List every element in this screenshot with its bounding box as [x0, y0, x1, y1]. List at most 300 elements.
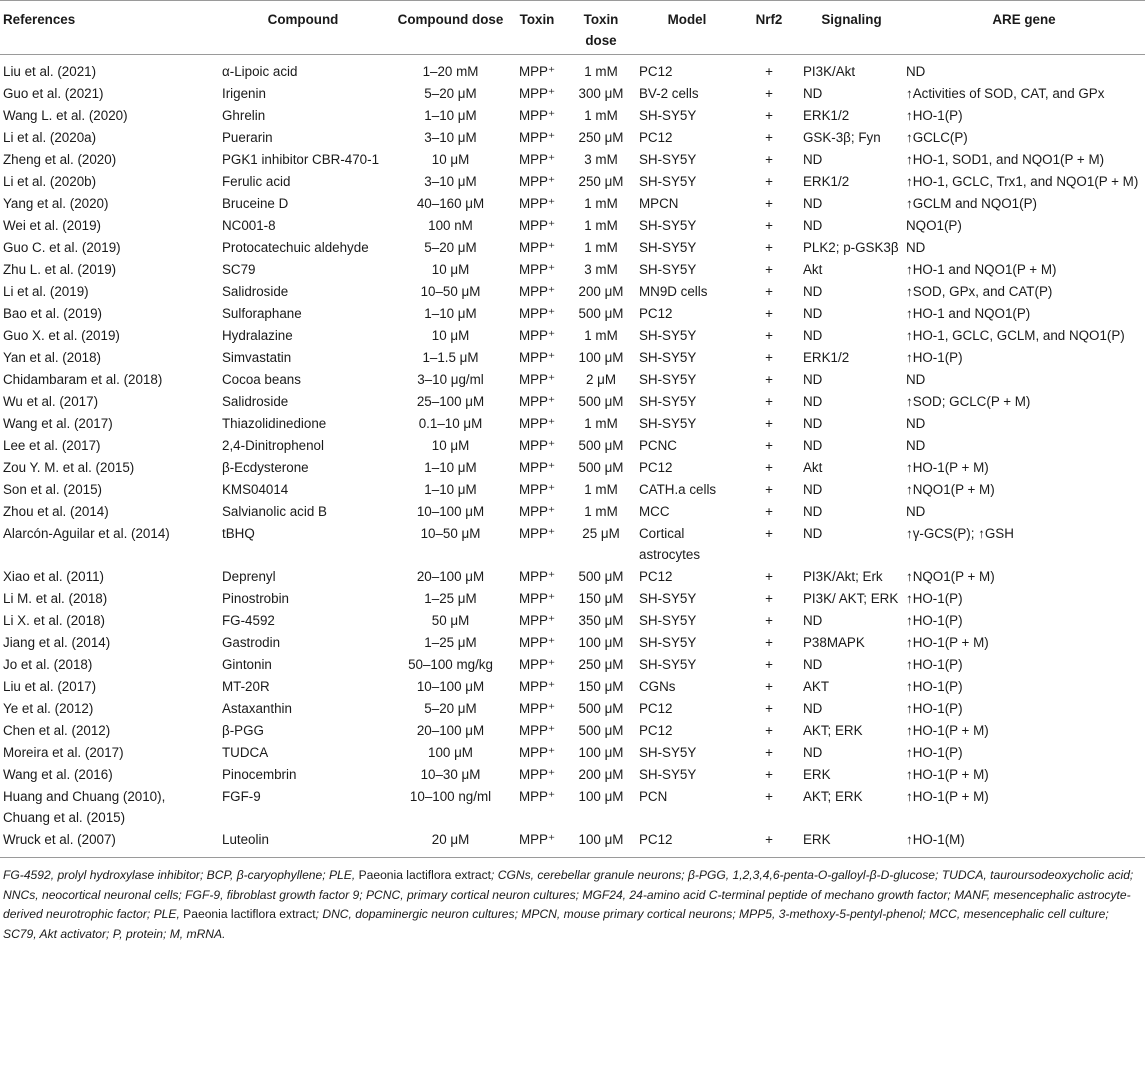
toxin-cell: MPP⁺	[518, 350, 556, 365]
are-gene-cell: ↑Activities of SOD, CAT, and GPx	[906, 86, 1105, 101]
nrf2-cell: +	[765, 504, 773, 519]
signaling-cell: PLK2; p-GSK3β	[803, 240, 899, 255]
nrf2-cell: +	[765, 394, 773, 409]
compound-dose-cell: 10 μM	[431, 262, 470, 277]
compound-cell: Luteolin	[213, 828, 393, 858]
model-cell: SH-SY5Y	[639, 745, 697, 760]
signaling-cell: ND	[803, 306, 823, 321]
toxin-cell: MPP⁺	[518, 416, 556, 431]
reference-cell: Wang et al. (2017)	[3, 416, 113, 431]
compound-dose-cell: 10–50 μM	[420, 284, 481, 299]
reference-cell: Li et al. (2019)	[3, 284, 89, 299]
are-gene-cell: ↑γ-GCS(P); ↑GSH	[906, 526, 1014, 541]
compound-cell: FGF-9	[222, 789, 261, 804]
model-cell: PC12	[639, 569, 673, 584]
footnote-species: Paeonia lactiflora extract	[358, 868, 491, 882]
compound-dose-cell: 10–100 μM	[416, 679, 485, 694]
signaling-cell: ND	[803, 613, 823, 628]
nrf2-cell: +	[765, 460, 773, 475]
compound-dose-cell: 10–30 μM	[420, 767, 481, 782]
table-row	[0, 500, 1145, 522]
are-gene-cell: ↑HO-1 and NQO1(P + M)	[906, 262, 1057, 277]
toxin-cell: MPP⁺	[518, 86, 556, 101]
signaling-cell: PI3K/Akt	[803, 64, 856, 79]
nrf2-cell: +	[765, 306, 773, 321]
toxin-dose-cell: 3 mM	[584, 152, 618, 167]
nrf2-cell: +	[765, 152, 773, 167]
compound-cell: β-Ecdysterone	[222, 460, 309, 475]
compound-dose-cell: 5–20 μM	[424, 86, 477, 101]
model-cell: SH-SY5Y	[639, 174, 697, 189]
compound-dose-cell: 40–160 μM	[416, 196, 485, 211]
model-cell: MPCN	[639, 196, 679, 211]
signaling-cell: ND	[803, 701, 823, 716]
reference-cell: Son et al. (2015)	[3, 482, 103, 497]
compound-cell: Pinocembrin	[222, 767, 297, 782]
header-cell: References	[0, 1, 213, 55]
model-cell: Cortical astrocytes	[639, 526, 701, 562]
reference-cell: Xiao et al. (2011)	[3, 569, 104, 584]
model-cell: CGNs	[639, 679, 676, 694]
compound-dose-cell: 20–100 μM	[416, 569, 485, 584]
compound-dose-cell: 1–10 μM	[424, 108, 477, 123]
compound-cell: NC001-8	[222, 218, 276, 233]
toxin-cell: MPP⁺	[518, 262, 556, 277]
compound-cell: FG-4592	[222, 613, 275, 628]
are-gene-cell: ND	[906, 438, 926, 453]
are-gene-cell: NQO1(P)	[906, 218, 962, 233]
compound-cell: Thiazolidinedione	[222, 416, 327, 431]
toxin-dose-cell: 2 μM	[585, 372, 617, 387]
toxin-dose-cell: 1 mM	[584, 218, 618, 233]
toxin-dose-cell: 500 μM	[578, 701, 624, 716]
are-gene-cell: ↑HO-1(M)	[903, 828, 1145, 858]
table-footnote	[0, 858, 1145, 944]
toxin-cell: MPP⁺	[518, 372, 556, 387]
toxin-dose-cell: 1 mM	[584, 416, 618, 431]
compound-cell: Ghrelin	[222, 108, 266, 123]
compound-dose-cell: 1–10 μM	[424, 482, 477, 497]
table-row	[0, 324, 1145, 346]
model-cell: BV-2 cells	[639, 86, 699, 101]
toxin-dose-cell: 500 μM	[578, 723, 624, 738]
header-cell: Model	[636, 1, 738, 55]
toxin-cell: MPP⁺	[518, 569, 556, 584]
are-gene-cell: ↑HO-1(P + M)	[906, 767, 989, 782]
signaling-cell: ERK	[800, 828, 903, 858]
compound-cell: α-Lipoic acid	[222, 64, 298, 79]
toxin-dose-cell: 500 μM	[578, 394, 624, 409]
nrf2-cell: +	[765, 679, 773, 694]
reference-cell: Huang and Chuang (2010), Chuang et al. (2015)	[3, 789, 166, 825]
are-gene-cell: ND	[906, 372, 926, 387]
model-cell: SH-SY5Y	[639, 394, 697, 409]
toxin-dose-cell: 1 mM	[584, 482, 618, 497]
signaling-cell: ND	[803, 284, 823, 299]
signaling-cell: ND	[803, 657, 823, 672]
reference-cell: Wang et al. (2016)	[3, 767, 113, 782]
toxin-dose-cell: 100 μM	[578, 635, 624, 650]
table-row	[0, 653, 1145, 675]
compound-dose-cell: 1–25 μM	[424, 635, 477, 650]
model-cell: SH-SY5Y	[639, 108, 697, 123]
compound-dose-cell: 3–10 μg/ml	[417, 372, 484, 387]
compound-dose-cell: 50–100 mg/kg	[408, 657, 493, 672]
table-row	[0, 258, 1145, 280]
nrf2-cell: +	[765, 86, 773, 101]
compound-cell: Salvianolic acid B	[222, 504, 327, 519]
compound-dose-cell: 5–20 μM	[424, 240, 477, 255]
table-row	[0, 82, 1145, 104]
reference-cell: Zhou et al. (2014)	[3, 504, 109, 519]
nrf2-cell: +	[765, 174, 773, 189]
are-gene-cell: ↑HO-1, SOD1, and NQO1(P + M)	[906, 152, 1105, 167]
compound-dose-cell: 50 μM	[431, 613, 470, 628]
nrf2-cell: +	[765, 438, 773, 453]
compound-dose-cell: 20–100 μM	[416, 723, 485, 738]
toxin-dose-cell: 500 μM	[578, 569, 624, 584]
toxin-cell: MPP⁺	[518, 789, 556, 804]
compound-dose-cell: 3–10 μM	[424, 130, 477, 145]
nrf2-cell: +	[765, 130, 773, 145]
table-row	[0, 828, 1145, 858]
nrf2-cell: +	[765, 416, 773, 431]
toxin-dose-cell: 500 μM	[578, 306, 624, 321]
compound-dose-cell: 100 μM	[428, 745, 473, 760]
table-row	[0, 434, 1145, 456]
reference-cell: Guo X. et al. (2019)	[3, 328, 120, 343]
table-row	[0, 214, 1145, 236]
toxin-dose-cell: 500 μM	[578, 438, 624, 453]
reference-cell: Liu et al. (2017)	[3, 679, 97, 694]
nrf2-cell: +	[765, 196, 773, 211]
toxin-dose-cell: 100 μM	[566, 828, 636, 858]
model-cell: SH-SY5Y	[639, 635, 697, 650]
nrf2-cell: +	[765, 591, 773, 606]
compound-cell: PGK1 inhibitor CBR-470-1	[222, 152, 380, 167]
table-row	[0, 412, 1145, 434]
toxin-cell: MPP⁺	[518, 284, 556, 299]
toxin-dose-cell: 250 μM	[578, 174, 624, 189]
reference-cell: Lee et al. (2017)	[3, 438, 101, 453]
reference-cell: Li et al. (2020a)	[3, 130, 97, 145]
model-cell: SH-SY5Y	[639, 152, 697, 167]
are-gene-cell: ↑HO-1(P + M)	[906, 789, 989, 804]
compound-dose-cell: 5–20 μM	[424, 701, 477, 716]
compound-dose-cell: 1–25 μM	[424, 591, 477, 606]
compound-dose-cell: 10 μM	[431, 328, 470, 343]
reference-cell: Jiang et al. (2014)	[3, 635, 111, 650]
table-row	[0, 719, 1145, 741]
signaling-cell: ND	[803, 218, 823, 233]
toxin-cell: MPP⁺	[518, 174, 556, 189]
are-gene-cell: ↑SOD; GCLC(P + M)	[906, 394, 1031, 409]
are-gene-cell: ↑HO-1(P)	[906, 591, 963, 606]
table-row	[0, 302, 1145, 324]
footnote-part: ; CGNs, cerebellar granule neurons; β-PGG, 1,2,3,4,6-penta-O-galloyl-β-D-glucose; TUDCA, tauroursodeoxycholic acid; NNCs, neocortical neuronal cells; FGF-9, fibroblast growth factor 9; PCNC, primary cortical neuron cultures; MGF24, 24-amino acid C-terminal peptide of mechano growth factor; MANF, mesencephalic astrocyte-derived neurotrophic factor; PLE,	[3, 868, 1134, 921]
nrf2-cell: +	[765, 767, 773, 782]
compound-cell: MT-20R	[222, 679, 270, 694]
compound-cell: TUDCA	[222, 745, 269, 760]
signaling-cell: ND	[803, 438, 823, 453]
signaling-cell: ND	[803, 394, 823, 409]
compound-cell: 2,4-Dinitrophenol	[222, 438, 324, 453]
toxin-cell: MPP⁺	[518, 635, 556, 650]
toxin-cell: MPP⁺	[518, 482, 556, 497]
compound-dose-cell: 10–50 μM	[420, 526, 481, 541]
table-row	[0, 280, 1145, 302]
reference-cell: Bao et al. (2019)	[3, 306, 103, 321]
reference-cell: Jo et al. (2018)	[3, 657, 93, 672]
are-gene-cell: ↑HO-1(P + M)	[906, 635, 989, 650]
toxin-cell: MPP⁺	[518, 438, 556, 453]
compound-dose-cell: 20 μM	[393, 828, 508, 858]
reference-cell: Zhu L. et al. (2019)	[3, 262, 117, 277]
toxin-cell: MPP⁺	[518, 130, 556, 145]
footnote-part: ; DNC, dopaminergic neuron cultures; MPCN, mouse primary cortical neurons; MPP5, 3-methoxy-5-pentyl-phenol; MCC, mesencephalic cell culture; SC79, Akt activator; P, protein; M, mRNA.	[3, 907, 1109, 941]
compound-dose-cell: 3–10 μM	[424, 174, 477, 189]
model-cell: PCNC	[639, 438, 677, 453]
are-gene-cell: ND	[906, 416, 926, 431]
compound-dose-cell: 25–100 μM	[416, 394, 485, 409]
model-cell: CATH.a cells	[639, 482, 717, 497]
toxin-dose-cell: 350 μM	[578, 613, 624, 628]
model-cell: SH-SY5Y	[639, 240, 697, 255]
reference-cell: Zheng et al. (2020)	[3, 152, 117, 167]
compound-cell: Ferulic acid	[222, 174, 291, 189]
model-cell: SH-SY5Y	[639, 372, 697, 387]
toxin-dose-cell: 100 μM	[578, 745, 624, 760]
table-row	[0, 192, 1145, 214]
model-cell: PC12	[639, 723, 673, 738]
nrf2-cell: +	[765, 789, 773, 804]
signaling-cell: GSK-3β; Fyn	[803, 130, 881, 145]
table-row	[0, 697, 1145, 719]
toxin-cell: MPP⁺	[518, 218, 556, 233]
compound-cell: Gintonin	[222, 657, 272, 672]
nrf2-cell: +	[765, 372, 773, 387]
model-cell: SH-SY5Y	[639, 591, 697, 606]
table-row	[0, 346, 1145, 368]
reference-cell: Chidambaram et al. (2018)	[3, 372, 163, 387]
model-cell: PC12	[639, 460, 673, 475]
compound-cell: Astaxanthin	[222, 701, 292, 716]
model-cell: PC12	[639, 130, 673, 145]
footnote-species: Paeonia lactiflora extract	[183, 907, 316, 921]
signaling-cell: PI3K/ AKT; ERK	[803, 591, 899, 606]
nrf2-cell: +	[765, 284, 773, 299]
table-row	[0, 587, 1145, 609]
nrf2-cell: +	[765, 482, 773, 497]
toxin-dose-cell: 1 mM	[584, 504, 618, 519]
compound-dose-cell: 10 μM	[431, 438, 470, 453]
are-gene-cell: ↑SOD, GPx, and CAT(P)	[906, 284, 1053, 299]
toxin-dose-cell: 1 mM	[584, 196, 618, 211]
compound-dose-cell: 10–100 ng/ml	[409, 789, 492, 804]
compound-cell: Deprenyl	[222, 569, 276, 584]
compound-cell: β-PGG	[222, 723, 264, 738]
signaling-cell: ERK1/2	[803, 108, 850, 123]
toxin-cell: MPP⁺	[518, 745, 556, 760]
compound-cell: Simvastatin	[222, 350, 292, 365]
signaling-cell: ND	[803, 526, 823, 541]
toxin-cell: MPP⁺	[518, 701, 556, 716]
compound-dose-cell: 0.1–10 μM	[418, 416, 483, 431]
table-row	[0, 55, 1145, 83]
signaling-cell: ND	[803, 745, 823, 760]
model-cell: SH-SY5Y	[639, 767, 697, 782]
compound-cell: Hydralazine	[222, 328, 293, 343]
are-gene-cell: ↑GCLC(P)	[906, 130, 968, 145]
reference-cell: Li X. et al. (2018)	[3, 613, 105, 628]
reference-cell: Chen et al. (2012)	[3, 723, 111, 738]
toxin-cell: MPP⁺	[518, 460, 556, 475]
toxin-dose-cell: 150 μM	[578, 679, 624, 694]
are-gene-cell: ↑HO-1(P)	[906, 745, 963, 760]
are-gene-cell: ↑HO-1, GCLC, Trx1, and NQO1(P + M)	[906, 174, 1139, 189]
table-row	[0, 368, 1145, 390]
toxin-cell: MPP⁺	[518, 591, 556, 606]
compound-cell: Salidroside	[222, 284, 289, 299]
toxin-dose-cell: 100 μM	[578, 350, 624, 365]
compound-cell: Salidroside	[222, 394, 289, 409]
are-gene-cell: ND	[906, 504, 926, 519]
toxin-cell: MPP⁺	[518, 306, 556, 321]
compound-dose-cell: 1–20 mM	[422, 64, 479, 79]
reference-cell: Yang et al. (2020)	[3, 196, 109, 211]
signaling-cell: Akt	[803, 262, 823, 277]
signaling-cell: ERK1/2	[803, 350, 850, 365]
reference-cell: Wruck et al. (2007)	[0, 828, 213, 858]
toxin-dose-cell: 1 mM	[584, 240, 618, 255]
signaling-cell: ERK1/2	[803, 174, 850, 189]
toxin-cell: MPP⁺	[518, 240, 556, 255]
compound-dose-cell: 100 nM	[428, 218, 473, 233]
model-cell: SH-SY5Y	[639, 262, 697, 277]
compound-cell: Bruceine D	[222, 196, 289, 211]
reference-cell: Guo C. et al. (2019)	[3, 240, 121, 255]
nrf2-cell: +	[765, 613, 773, 628]
reference-cell: Alarcón-Aguilar et al. (2014)	[3, 526, 170, 541]
header-cell: Toxin	[508, 1, 566, 55]
are-gene-cell: ↑HO-1(P)	[906, 679, 963, 694]
signaling-cell: Akt	[803, 460, 823, 475]
nrf2-cell: +	[765, 64, 773, 79]
model-cell: SH-SY5Y	[639, 350, 697, 365]
model-cell: MCC	[639, 504, 670, 519]
compound-dose-cell: 10 μM	[431, 152, 470, 167]
header-cell: Nrf2	[738, 1, 800, 55]
header-cell: Signaling	[800, 1, 903, 55]
table-row	[0, 390, 1145, 412]
signaling-cell: ND	[803, 416, 823, 431]
compound-cell: SC79	[222, 262, 256, 277]
reference-cell: Guo et al. (2021)	[3, 86, 104, 101]
toxin-cell: MPP⁺	[518, 328, 556, 343]
are-gene-cell: ↑HO-1(P + M)	[906, 723, 989, 738]
are-gene-cell: ↑HO-1(P)	[906, 350, 963, 365]
header-cell: Toxin dose	[566, 1, 636, 55]
nrf2-cell: +	[765, 745, 773, 760]
model-cell: PC12	[639, 64, 673, 79]
model-cell: SH-SY5Y	[639, 218, 697, 233]
table-row	[0, 478, 1145, 500]
header-row	[0, 1, 1145, 55]
are-gene-cell: ↑HO-1 and NQO1(P)	[906, 306, 1031, 321]
signaling-cell: ND	[803, 482, 823, 497]
signaling-cell: ERK	[803, 767, 831, 782]
table-row	[0, 126, 1145, 148]
table-row	[0, 565, 1145, 587]
signaling-cell: ND	[803, 504, 823, 519]
signaling-cell: ND	[803, 328, 823, 343]
toxin-dose-cell: 25 μM	[582, 526, 620, 541]
are-gene-cell: ↑NQO1(P + M)	[906, 569, 995, 584]
table-row	[0, 675, 1145, 697]
toxin-cell: MPP⁺	[508, 828, 566, 858]
toxin-cell: MPP⁺	[518, 679, 556, 694]
nrf2-cell: +	[765, 262, 773, 277]
nrf2-cell: +	[765, 350, 773, 365]
model-cell: PC12	[639, 306, 673, 321]
table-row	[0, 631, 1145, 653]
toxin-cell: MPP⁺	[518, 613, 556, 628]
toxin-dose-cell: 250 μM	[578, 657, 624, 672]
reference-cell: Moreira et al. (2017)	[3, 745, 124, 760]
model-cell: MN9D cells	[639, 284, 708, 299]
toxin-cell: MPP⁺	[518, 152, 556, 167]
table-row	[0, 148, 1145, 170]
model-cell: PC12	[636, 828, 738, 858]
toxin-cell: MPP⁺	[518, 767, 556, 782]
signaling-cell: P38MAPK	[803, 635, 865, 650]
toxin-dose-cell: 150 μM	[578, 591, 624, 606]
toxin-dose-cell: 200 μM	[578, 284, 624, 299]
toxin-cell: MPP⁺	[518, 526, 556, 541]
are-gene-cell: ND	[906, 64, 926, 79]
nrf2-cell: +	[765, 701, 773, 716]
toxin-cell: MPP⁺	[518, 723, 556, 738]
signaling-cell: PI3K/Akt; Erk	[803, 569, 883, 584]
nrf2-cell: +	[765, 526, 773, 541]
table-row	[0, 785, 1145, 828]
nrf2-cell: +	[738, 828, 800, 858]
nrf2-cell: +	[765, 569, 773, 584]
reference-cell: Liu et al. (2021)	[3, 64, 97, 79]
toxin-dose-cell: 300 μM	[578, 86, 624, 101]
are-gene-cell: ↑GCLM and NQO1(P)	[906, 196, 1037, 211]
toxin-dose-cell: 500 μM	[578, 460, 624, 475]
table-row	[0, 456, 1145, 478]
reference-cell: Yan et al. (2018)	[3, 350, 102, 365]
toxin-dose-cell: 1 mM	[584, 328, 618, 343]
table-row	[0, 609, 1145, 631]
are-gene-cell: ↑HO-1(P)	[906, 657, 963, 672]
header-cell: Compound	[213, 1, 393, 55]
compound-cell: KMS04014	[222, 482, 289, 497]
toxin-cell: MPP⁺	[518, 108, 556, 123]
table-row	[0, 170, 1145, 192]
model-cell: SH-SY5Y	[639, 657, 697, 672]
are-gene-cell: ↑NQO1(P + M)	[906, 482, 995, 497]
toxin-dose-cell: 250 μM	[578, 130, 624, 145]
compound-cell: Protocatechuic aldehyde	[222, 240, 369, 255]
reference-cell: Zou Y. M. et al. (2015)	[3, 460, 135, 475]
footnote-part: FG-4592, prolyl hydroxylase inhibitor; BCP, β-caryophyllene; PLE,	[3, 868, 359, 882]
table-row	[0, 236, 1145, 258]
toxin-cell: MPP⁺	[518, 657, 556, 672]
reference-cell: Wei et al. (2019)	[3, 218, 101, 233]
